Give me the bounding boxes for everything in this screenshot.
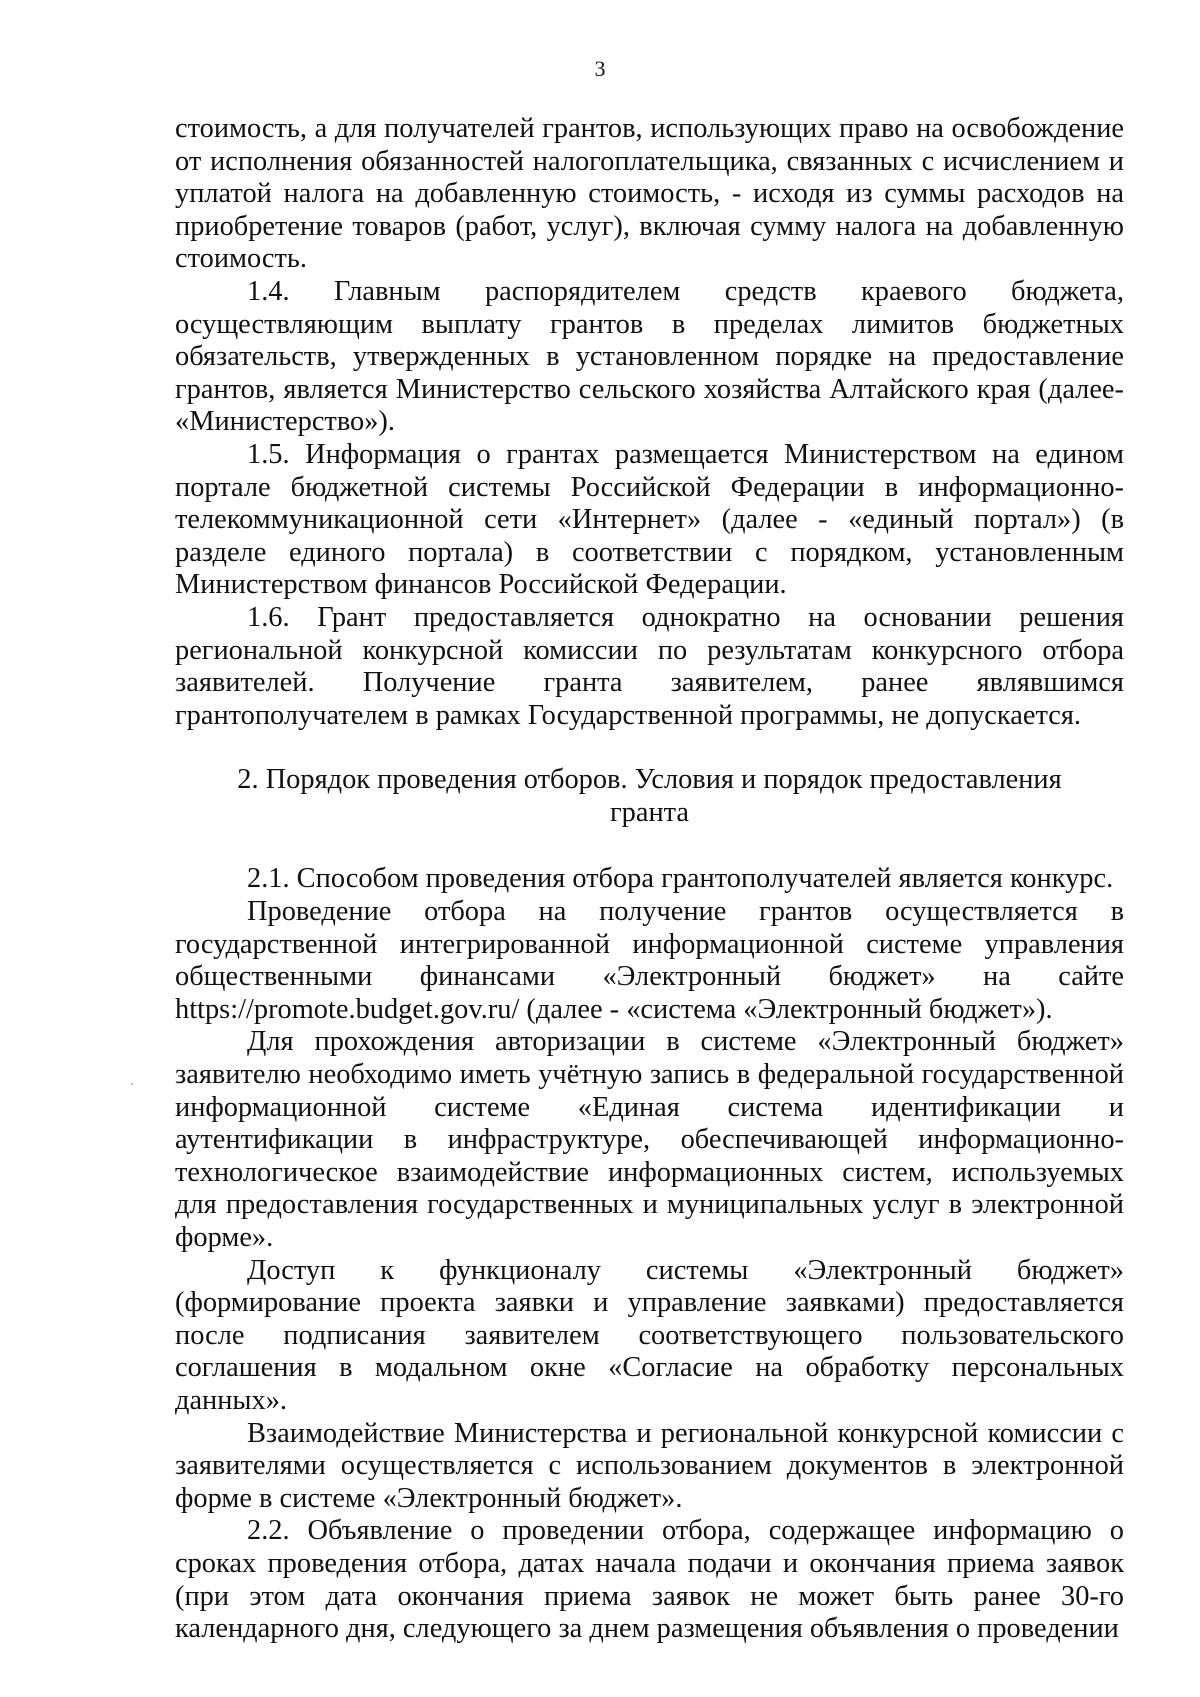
- paragraph-2-1-access: Доступ к функционалу системы «Электронный бюджет» (формирование проекта заявки и управление заявками) предоставляется после подписания заявителем соответствующего пользовательского соглашения в модальном окне «Согласие на обработку персональных данных».: [175, 1254, 1124, 1416]
- paragraph-continuation: стоимость, а для получателей грантов, использующих право на освобождение от исполнения обязанностей налогоплательщика, связанных с исчислением и уплатой налога на добавленную стоимость, - исходя из суммы расходов на приобретение товаров (работ, услуг), включая сумму налога на добавленную стоимость.: [175, 113, 1124, 275]
- section-heading: [175, 764, 1124, 829]
- document-body: [175, 113, 1124, 1646]
- scan-speck: [131, 1083, 133, 1085]
- paragraph-1-4: 1.4. Главным распорядителем средств краевого бюджета, осуществляющим выплату грантов в пределах лимитов бюджетных обязательств, утвержденных в установленном порядке на предоставление грантов, является Министерство сельского хозяйства Алтайского края (далее- «Министерство»).: [175, 275, 1124, 438]
- paragraph-2-1-authorization: Для прохождения авторизации в системе «Электронный бюджет» заявителю необходимо иметь учётную запись в федеральной государственной информационной системе «Единая система идентификации и аутентификации в инфраструктуре, обеспечивающей информационно-технологическое взаимодействие информационных систем, используемых для предоставления государственных и муниципальных услуг в электронной форме».: [175, 1026, 1124, 1253]
- paragraph-1-5: 1.5. Информация о грантах размещается Министерством на едином портале бюджетной системы Российской Федерации в информационно-телекоммуникационной сети «Интернет» (далее - «единый портал») (в разделе единого портала) в соответствии с порядком, установленным Министерством финансов Российской Федерации.: [175, 438, 1124, 601]
- paragraph-2-1-interaction: Взаимодействие Министерства и региональной конкурсной комиссии с заявителями осуществляется с использованием документов в электронной форме в системе «Электронный бюджет».: [175, 1417, 1124, 1514]
- paragraph-2-1: 2.1. Способом проведения отбора грантополучателей является конкурс.: [247, 863, 1114, 895]
- paragraph-2-1-selection-procedure: Проведение отбора на получение грантов осуществляется в государственной интегрированной информационной системе управления общественными финансами «Электронный бюджет» на сайте https://promote.budget.gov.ru/ (далее - «система «Электронный бюджет»).: [175, 896, 1124, 1025]
- section-heading-line-2: гранта: [610, 796, 689, 828]
- paragraph-2-2: 2.2. Объявление о проведении отбора, содержащее информацию о сроках проведения отбора, датах начала подачи и окончания приема заявок (при этом дата окончания приема заявок не может быть ранее 30-го календарного дня, следующего за днем размещения объявления о проведении: [175, 1515, 1124, 1645]
- page-number: 3: [594, 56, 606, 81]
- paragraph-1-6: 1.6. Грант предоставляется однократно на основании решения региональной конкурсной комиссии по результатам конкурсного отбора заявителей. Получение гранта заявителем, ранее являвшимся грантополучателем в рамках Государственной программы, не допускается.: [175, 601, 1124, 731]
- section-heading-line-1: 2. Порядок проведения отборов. Условия и порядок предоставления: [237, 764, 1062, 796]
